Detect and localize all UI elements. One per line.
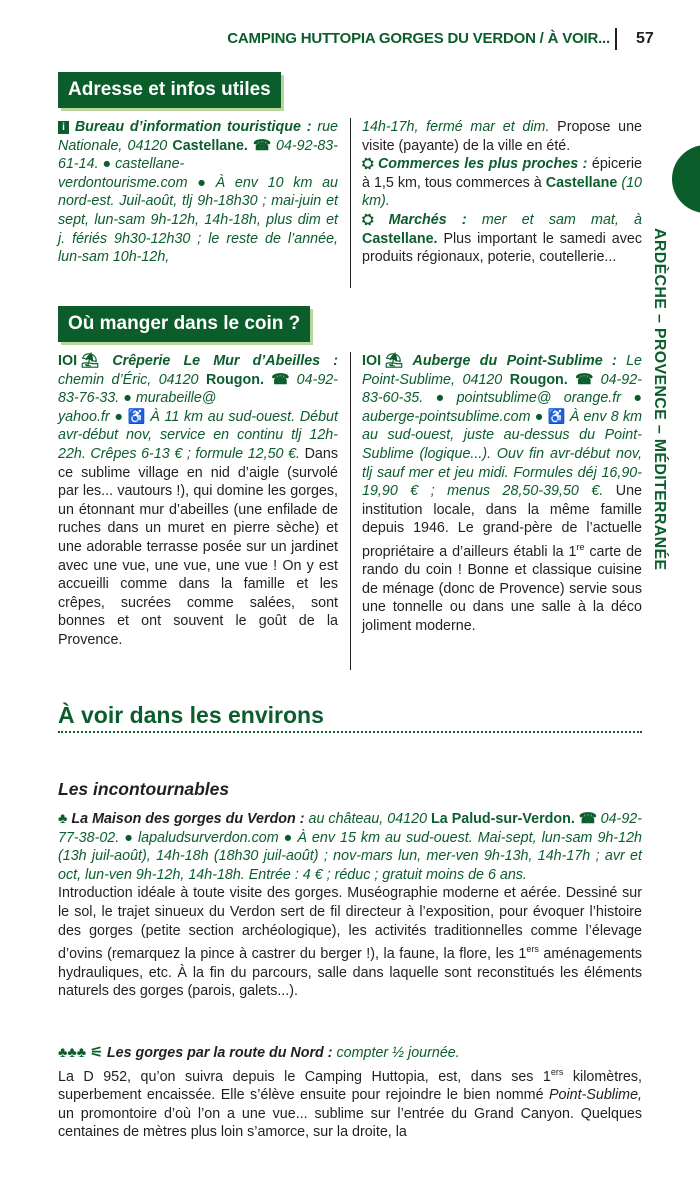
market-icon: ⛭ — [362, 211, 374, 228]
creperie-phone[interactable]: 04-92-83-76-33. — [58, 371, 338, 407]
adresse-left-column — [58, 118, 338, 267]
auberge-name: Auberge du Point-Sublime : — [412, 353, 617, 369]
superscript: ers — [550, 1066, 564, 1077]
phone-icon: ☎ — [575, 371, 594, 388]
tourist-office-web-part1[interactable]: castellane- — [115, 156, 185, 173]
sight-rating-icon: ♣♣♣ ⚟ — [58, 1045, 103, 1061]
creperie-email-part1[interactable]: murabeille@ — [135, 390, 217, 407]
market-days: mer et sam mat, à — [481, 211, 642, 228]
sight-icon: ♣ — [58, 811, 68, 827]
auberge-description-1: Une institution locale, dans la même famille depuis 1946. Le grand-père de l’actuelle propriétaire a d’ailleurs établi la 1 — [362, 483, 642, 560]
tourist-office-hours-end: 14h-17h, fermé mar et dim. — [362, 119, 550, 135]
auberge-email-part1[interactable]: pointsublime@ — [456, 390, 552, 407]
page-number: 57 — [636, 30, 654, 47]
section-title-voir: À voir dans les environs — [58, 702, 324, 728]
running-head: CAMPING HUTTOPIA GORGES DU VERDON / À VOIR... — [227, 30, 610, 47]
wheelchair-icon: ♿ — [547, 408, 566, 425]
market-city: Castellane. — [362, 230, 438, 247]
nord-entry — [58, 1044, 642, 1142]
info-icon: i — [58, 121, 69, 134]
maison-description-1: Introduction idéale à toute visite des gorges. Muséographie moderne et aérée. Dessiné sur le sol, le trajet sinueux du Verdon sert de fil directeur à l’exposition, pour évoquer l’histoire des gorges (petite section archéologique), les activités traditionnelles comme l’élevage d’ovins (remarquez la pince à castrer du berger !), la faune, la flore, les 1 — [58, 885, 642, 962]
bullet-icon: ● — [283, 829, 293, 846]
creperie-email-part2[interactable]: yahoo.fr — [58, 408, 110, 425]
section-title-manger: Où manger dans le coin ? — [58, 306, 310, 342]
bullet-icon: ● — [534, 408, 544, 425]
tourist-office-city: Castellane. — [172, 137, 248, 154]
maison-description-2: aménagements hydrauliques, etc. À la fin du parcours, salle dans laquelle sont reconstitués les éléments naturels des gorges (parois, galets...). — [58, 945, 642, 1000]
adresse-right-column — [362, 118, 642, 267]
column-divider — [350, 352, 351, 670]
creperie-name: Crêperie Le Mur d’Abeilles : — [112, 353, 338, 369]
tourist-office-web-part2[interactable]: verdontourisme.com — [58, 174, 188, 191]
maison-phone[interactable]: 04-92-77-38-02. — [58, 811, 642, 846]
creperie-details: À 11 km au sud-ouest. Début avr-début nov, service en continu tlj 12h-22h. Crêpes 6-13 € ; formule 12,50 €. — [58, 408, 338, 462]
maison-address: au château, 04120 — [308, 811, 428, 827]
bullet-icon: ● — [435, 390, 445, 407]
subsection-title: Les incontournables — [58, 779, 230, 799]
column-divider — [350, 118, 351, 288]
market-label: Marchés : — [388, 211, 467, 228]
restaurant-icon: IOI ⛱ — [362, 353, 404, 369]
tourist-office-name: Bureau d’information touristique : — [74, 119, 312, 135]
tourist-office-address: rue Nationale, 04120 — [58, 119, 338, 154]
nord-text-3: un promontoire d’où l’on a une vue... sublime sur l’entrée du Grand Canyon. Quelques centaines de mètres plus loin s’amorce, sur la droite, la — [58, 1105, 642, 1141]
nord-duration: compter ½ journée. — [336, 1045, 460, 1061]
manger-left-column — [58, 352, 338, 650]
auberge-city: Rougon. — [509, 371, 568, 388]
shops-text: épicerie à 1,5 km, tous commerces à — [362, 156, 642, 191]
bullet-icon: ● — [114, 408, 124, 425]
bullet-icon: ● — [124, 829, 133, 846]
shops-label: Commerces les plus proches : — [377, 156, 588, 173]
dotted-rule — [58, 731, 642, 733]
auberge-details: À env 8 km au sud-ouest, juste au-dessus du Point-Sublime (logique...). Ouv fin avr-début nov, tlj sauf mer et jeu midi. Formules déj 16,90-19,90 € ; menus 28,50-39,50 €. — [362, 408, 642, 500]
shops-distance: (10 km). — [362, 174, 642, 210]
shops-city: Castellane — [545, 174, 618, 191]
header-separator — [615, 28, 617, 50]
maison-entry — [58, 810, 642, 1001]
side-region-label: ARDÈCHE – PROVENCE – MÉDITERRANÉE — [651, 228, 668, 571]
superscript: re — [576, 541, 585, 552]
nord-text-1: La D 952, qu’on suivra depuis le Camping Huttopia, est, dans ses 1 — [58, 1068, 551, 1085]
tourist-office-hours: À env 10 km au nord-est. Juil-août, tlj 9h-18h30 ; mai-juin et sept, lun-sam 9h-12h, 14h-18h, plus dim et j. fériés 9h30-12h30 ; le reste de l’année, lun-sam 10h-12h, — [58, 174, 338, 266]
bullet-icon: ● — [633, 390, 642, 407]
auberge-phone[interactable]: 04-92-83-60-35. — [362, 371, 642, 407]
wheelchair-icon: ♿ — [127, 408, 146, 425]
creperie-city: Rougon. — [205, 371, 264, 388]
maison-details: À env 15 km au sud-ouest. Mai-sept, lun-sam 9h-12h (13h juil-août), 14h-18h (18h30 juil-août) ; nov-mars lun, mer-ven 9h-13h, 14h-17h ; avr et oct, lun-ven 9h-12h, 14h-18h. Entrée : 4 € ; réduc ; gratuit moins de 6 ans. — [58, 829, 642, 883]
shop-icon: ⛭ — [362, 156, 374, 173]
section-title-adresse: Adresse et infos utiles — [58, 72, 281, 108]
tourist-office-phone[interactable]: 04-92-83-61-14. — [58, 137, 338, 173]
bullet-icon: ● — [102, 156, 112, 173]
superscript: ers — [526, 944, 539, 955]
maison-name: La Maison des gorges du Verdon : — [71, 811, 305, 827]
phone-icon: ☎ — [271, 371, 290, 388]
manger-right-column — [362, 352, 642, 636]
maison-web[interactable]: lapaludsurverdon.com — [137, 829, 279, 846]
tourist-office-note: Propose une visite (payante) de la ville en été. — [362, 119, 642, 154]
creperie-address: chemin d’Éric, 04120 — [58, 371, 199, 388]
restaurant-icon: IOI ⛱ — [58, 353, 100, 369]
market-text: Plus important le samedi avec produits régionaux, poterie, coutellerie... — [362, 230, 642, 266]
phone-icon: ☎ — [578, 811, 597, 827]
auberge-web[interactable]: auberge-pointsublime.com — [362, 408, 531, 425]
creperie-description: Dans ce sublime village en nid d’aigle (survolé par les... vautours !), qui domine les gorges, un étonnant mur d’abeilles (une enfilade de ruches dans un muret en pierre sèche) et une adorable terrasse posée sur un jardinet avec une vue, une vue, une vue ! On y est accueilli comme dans la famille et les crêpes, sucrées comme salées, sont bonnes et ont souvent le goût de la Provence. — [58, 445, 338, 648]
auberge-description-2: carte de rando du coin ! Bonne et classique cuisine de ménage (donc de Provence) servie sous une tonnelle ou dans une salle à la déco joliment moderne. — [362, 543, 642, 635]
maison-city: La Palud-sur-Verdon. — [431, 811, 575, 827]
nord-name: Les gorges par la route du Nord : — [106, 1045, 333, 1061]
phone-icon: ☎ — [253, 137, 271, 154]
nord-place: Point-Sublime, — [549, 1086, 642, 1103]
auberge-address: Le Point-Sublime, 04120 — [362, 353, 642, 388]
bullet-icon: ● — [123, 390, 132, 407]
nord-text-2: kilomètres, superbement encaissée. Elle s’élève ensuite pour rejoindre le bien nommé — [58, 1068, 643, 1103]
auberge-email-part2[interactable]: orange.fr — [563, 390, 621, 407]
bullet-icon: ● — [197, 174, 206, 191]
side-thumb-tab — [672, 145, 700, 213]
